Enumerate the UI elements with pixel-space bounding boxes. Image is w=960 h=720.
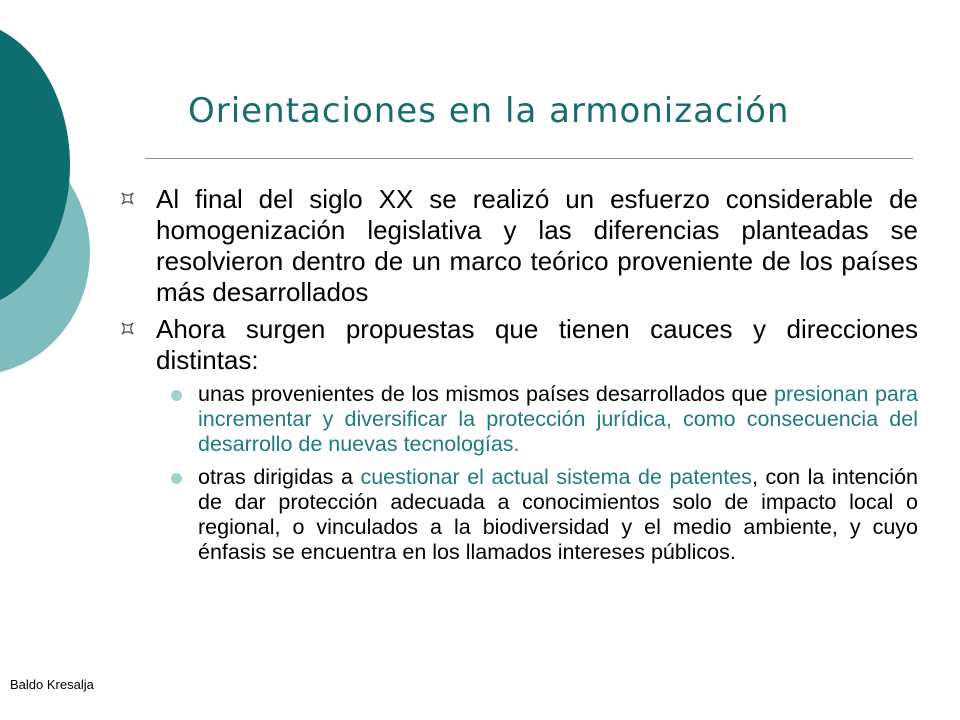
bullet-text: Al final del siglo XX se realizó un esfuerzo considerable de homogenización legislativa y las diferencias planteadas se resolvieron dentro de un marco teórico proveniente de los países más desarrollados	[156, 184, 918, 307]
sub-bullet-text	[198, 382, 918, 457]
circle-dot-icon	[171, 473, 182, 484]
footer-author: Baldo Kresalja	[10, 677, 94, 692]
bullet-item-2	[118, 314, 918, 376]
sub-bullet-item-2	[198, 465, 918, 565]
slide-body	[118, 184, 918, 573]
title-divider	[145, 158, 913, 159]
bullet-text: Ahora surgen propuestas que tienen cauces y direcciones distintas:	[156, 314, 918, 375]
sub-bullet-text	[198, 465, 918, 565]
sub-bullet-item-1	[198, 382, 918, 457]
sub-bullet-plain: unas provenientes de los mismos países desarrollados que	[198, 382, 774, 406]
slide-title: Orientaciones en la armonización	[188, 91, 790, 131]
hollow-square-diamond-icon	[118, 189, 137, 208]
sub-bullet-rest: , con la intención de dar protección adecuada a conocimientos solo de impacto local o regional, o vinculados a la biodiversidad y el medio ambiente, y cuyo énfasis se encuentra en los llamados intereses públicos.	[198, 465, 918, 564]
hollow-square-diamond-icon	[118, 319, 137, 338]
bullet-item-1	[118, 184, 918, 308]
sub-bullet-accent: cuestionar el actual sistema de patentes	[360, 465, 752, 489]
sub-bullet-accent: presionan para incrementar y diversificar la protección jurídica, como consecuencia del desarrollo de nuevas tecnologías.	[198, 382, 919, 456]
circle-dot-icon	[171, 390, 182, 401]
sub-bullet-plain: otras dirigidas a	[198, 465, 361, 489]
